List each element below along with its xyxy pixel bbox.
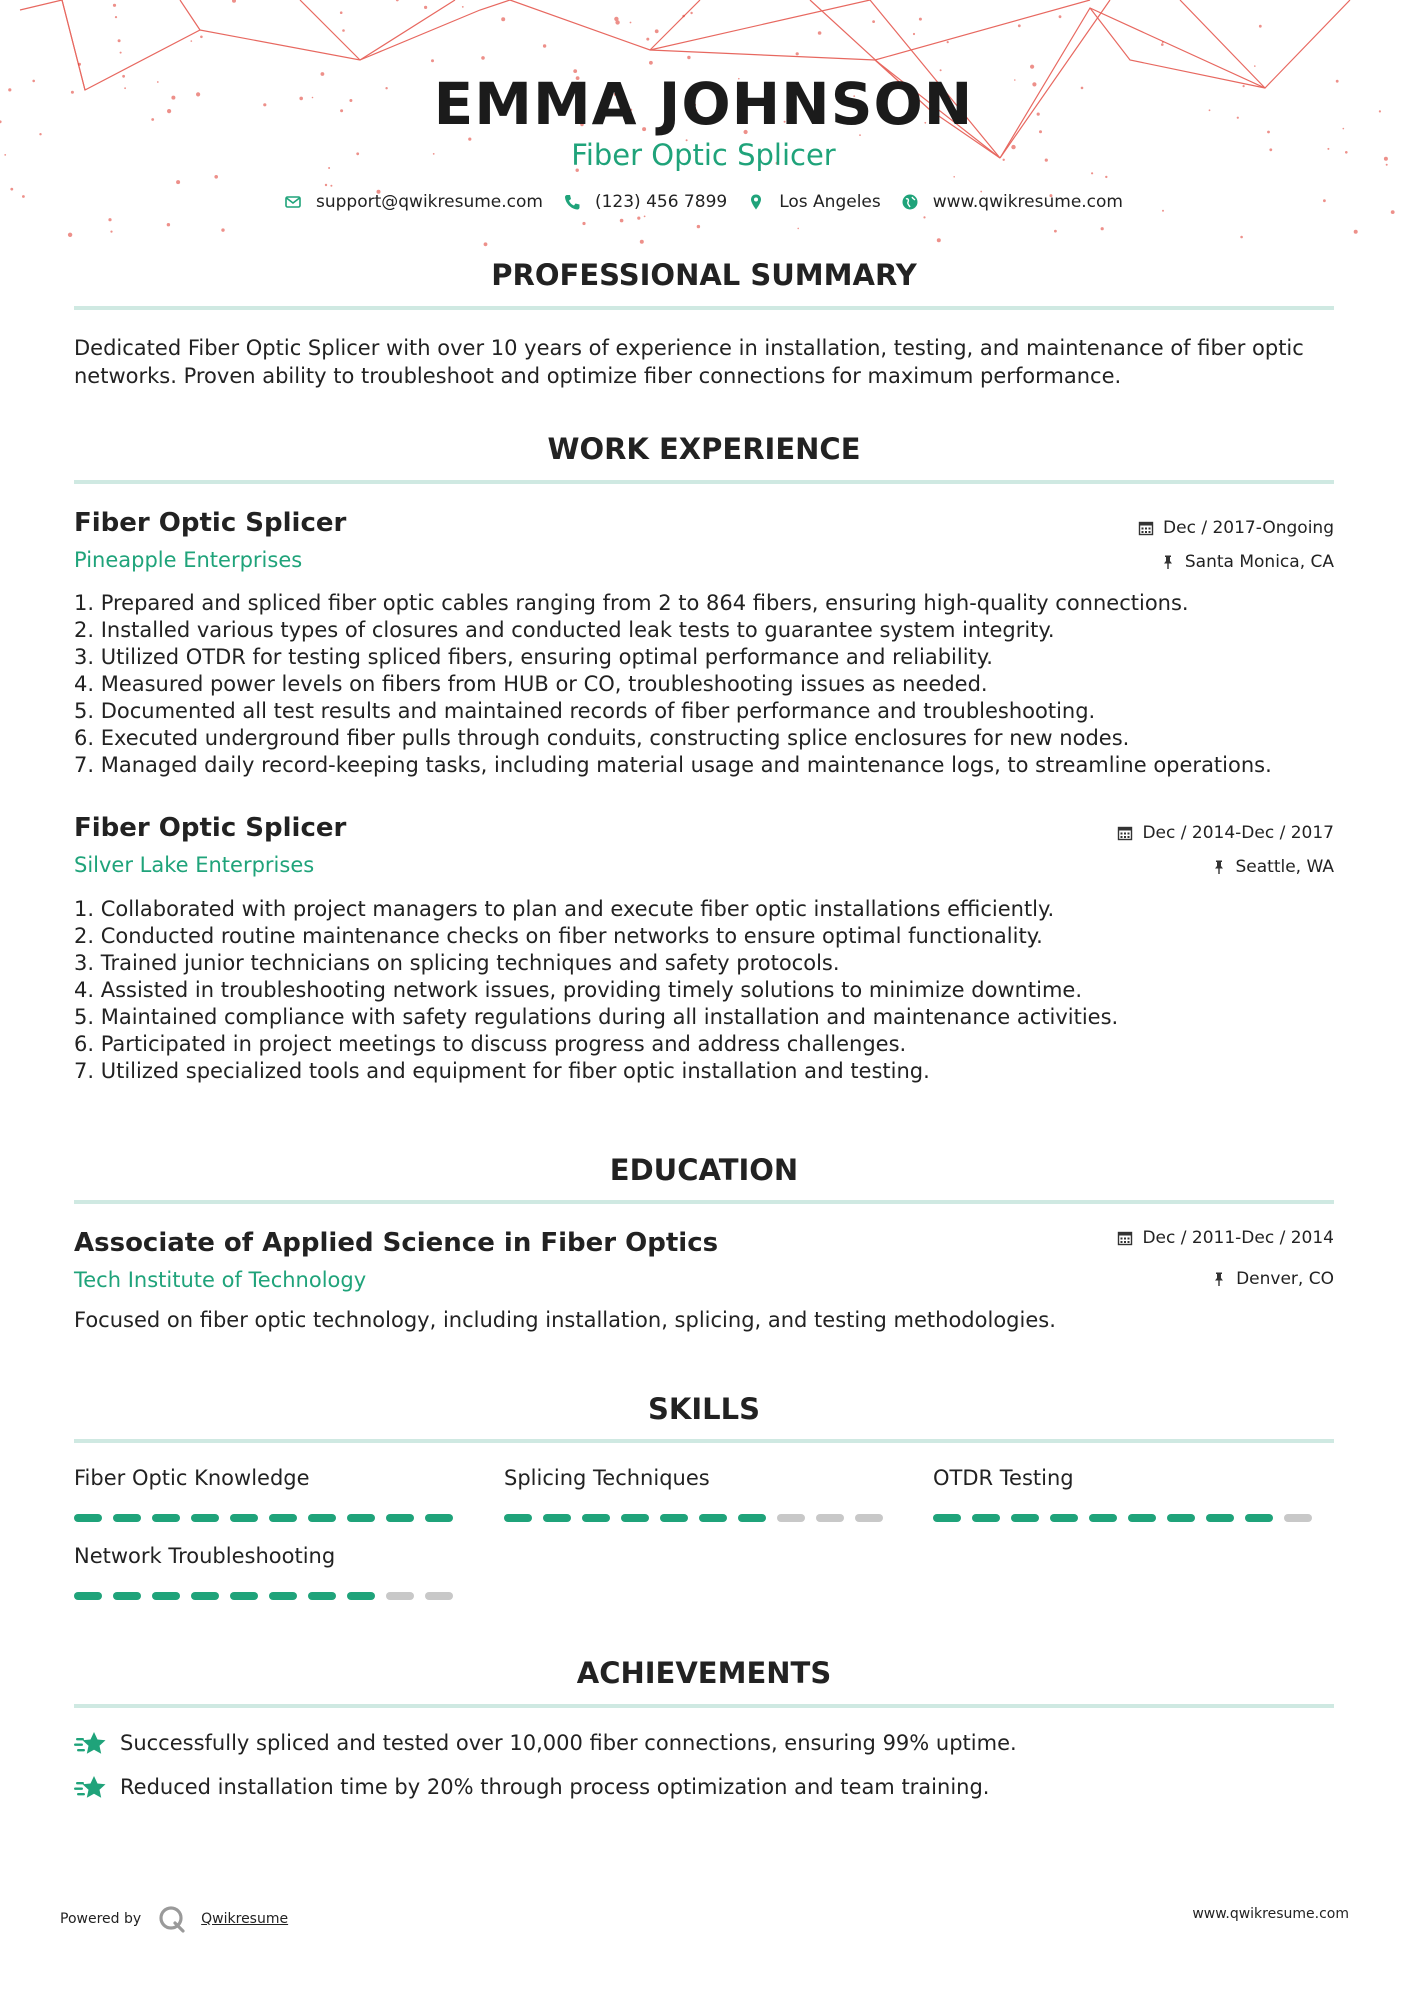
skill-dash-filled [386,1514,414,1522]
achievement-text: Reduced installation time by 20% through process optimization and team training. [120,1775,990,1799]
job-company: Silver Lake Enterprises [74,853,315,877]
list-item: 6. Participated in project meetings to discuss progress and address challenges. [74,1032,907,1056]
skill-dash-filled [152,1514,180,1522]
candidate-name: EMMA JOHNSON [433,70,974,138]
phone-icon [563,193,581,211]
skill-item [74,1466,464,1522]
skill-dash-empty [855,1514,883,1522]
list-item: 5. Maintained compliance with safety regulations during all installation and maintenance activities. [74,1005,1119,1029]
skill-dash-filled [230,1592,258,1600]
skill-dash-filled [425,1514,453,1522]
skill-dash-filled [1089,1514,1117,1522]
skill-dash-filled [308,1592,336,1600]
summary-divider [74,306,1334,310]
skill-name: OTDR Testing [933,1466,1074,1490]
contact-phone[interactable] [563,192,727,212]
skill-dash-filled [1128,1514,1156,1522]
skill-name: Fiber Optic Knowledge [74,1466,310,1490]
contact-website[interactable] [901,192,1123,212]
footer-website[interactable]: www.qwikresume.com [1192,1906,1349,1922]
contact-phone-text: (123) 456 7899 [594,192,728,212]
job-dates-text: Dec / 2014-Dec / 2017 [1142,823,1334,843]
job-location [1160,552,1334,572]
skill-dash-filled [347,1592,375,1600]
skill-dash-empty [1284,1514,1312,1522]
job-title: Fiber Optic Splicer [74,508,347,538]
education-heading: EDUCATION [609,1153,799,1187]
list-item: 1. Collaborated with project managers to plan and execute fiber optic installations efficiently. [74,897,1055,921]
education-location [1211,1269,1334,1289]
skill-dash-filled [1011,1514,1039,1522]
skill-dash-filled [1245,1514,1273,1522]
achievements-divider [74,1704,1334,1708]
list-item: 5. Documented all test results and maintained records of fiber performance and troubleshooting. [74,699,1096,723]
skill-dash-empty [386,1592,414,1600]
footer-powered-by [60,1904,288,1934]
job-bullets [74,896,1118,1085]
skill-dash-filled [152,1592,180,1600]
skill-dash-empty [816,1514,844,1522]
education-dates-text: Dec / 2011-Dec / 2014 [1142,1228,1334,1248]
skills-divider [74,1439,1334,1443]
skill-dash-filled [738,1514,766,1522]
job-dates [1117,823,1334,843]
education-divider [74,1200,1334,1204]
skill-name: Splicing Techniques [504,1466,710,1490]
achievement-text: Successfully spliced and tested over 10,000 fiber connections, ensuring 99% uptime. [120,1731,1017,1755]
contact-bar [0,192,1407,212]
skill-name: Network Troubleshooting [74,1544,336,1568]
job-company: Pineapple Enterprises [74,548,303,572]
skill-dash-filled [933,1514,961,1522]
qwikresume-logo-icon [157,1904,187,1934]
skill-item [74,1544,464,1600]
list-item: 7. Utilized specialized tools and equipment for fiber optic installation and testing. [74,1059,930,1083]
school-name: Tech Institute of Technology [74,1268,367,1292]
contact-email[interactable] [284,192,543,212]
education-location-text: Denver, CO [1236,1269,1334,1289]
list-item: 2. Conducted routine maintenance checks on fiber networks to ensure optimal functionality. [74,924,1043,948]
globe-icon [901,193,919,211]
skill-dash-filled [347,1514,375,1522]
skill-level-bar [74,1592,464,1600]
skill-dash-filled [1167,1514,1195,1522]
calendar-icon [1138,520,1154,536]
skill-dash-filled [230,1514,258,1522]
skill-dash-filled [269,1592,297,1600]
education-dates [1117,1228,1334,1248]
skill-dash-filled [582,1514,610,1522]
contact-location-text: Los Angeles [779,192,881,212]
summary-text: Dedicated Fiber Optic Splicer with over 10 years of experience in installation, testing, and maintenance of fiber optic networks. Proven ability to troubleshoot and optimize fiber connections for maximum performance. [74,336,1304,388]
skill-dash-filled [660,1514,688,1522]
list-item: 1. Prepared and spliced fiber optic cables ranging from 2 to 864 fibers, ensuring high-quality connections. [74,591,1189,615]
pushpin-icon [1211,1271,1227,1287]
skill-dash-filled [113,1592,141,1600]
skill-dash-filled [504,1514,532,1522]
education-description: Focused on fiber optic technology, including installation, splicing, and testing methodologies. [74,1308,1056,1332]
list-item: 7. Managed daily record-keeping tasks, including material usage and maintenance logs, to streamline operations. [74,753,1272,777]
skill-dash-filled [621,1514,649,1522]
list-item: 3. Utilized OTDR for testing spliced fibers, ensuring optimal performance and reliability. [74,645,993,669]
map-marker-icon [747,193,765,211]
pushpin-icon [1160,554,1176,570]
list-item: 4. Measured power levels on fibers from HUB or CO, troubleshooting issues as needed. [74,672,988,696]
skill-level-bar [504,1514,894,1522]
skill-dash-filled [269,1514,297,1522]
degree-title: Associate of Applied Science in Fiber Optics [74,1228,719,1258]
job-dates-text: Dec / 2017-Ongoing [1163,518,1334,538]
achievement-item [74,1772,989,1802]
skill-item [504,1466,894,1522]
skill-dash-filled [191,1514,219,1522]
summary-heading: PROFESSIONAL SUMMARY [491,258,917,292]
contact-website-text: www.qwikresume.com [932,192,1123,212]
qwikresume-link[interactable]: Qwikresume [201,1911,289,1927]
skill-dash-filled [543,1514,571,1522]
skills-heading: SKILLS [648,1392,760,1426]
candidate-role: Fiber Optic Splicer [571,138,836,172]
calendar-icon [1117,825,1133,841]
envelope-icon [284,193,302,211]
job-location-text: Seattle, WA [1235,857,1334,877]
achievement-item [74,1728,1017,1758]
list-item: 4. Assisted in troubleshooting network issues, providing timely solutions to minimize downtime. [74,978,1083,1002]
star-icon [74,1772,108,1802]
skill-dash-filled [972,1514,1000,1522]
achievements-heading: ACHIEVEMENTS [576,1656,832,1690]
skill-dash-empty [777,1514,805,1522]
skill-dash-filled [1050,1514,1078,1522]
skill-dash-filled [74,1592,102,1600]
contact-email-text: support@qwikresume.com [316,192,543,212]
skill-dash-filled [308,1514,336,1522]
skill-item [933,1466,1323,1522]
job-location-text: Santa Monica, CA [1184,552,1334,572]
list-item: 3. Trained junior technicians on splicing techniques and safety protocols. [74,951,840,975]
contact-location [747,192,881,212]
experience-heading: WORK EXPERIENCE [547,432,861,466]
job-location [1211,857,1335,877]
calendar-icon [1117,1230,1133,1246]
skill-dash-filled [1206,1514,1234,1522]
skill-dash-filled [191,1592,219,1600]
job-dates [1138,518,1334,538]
skill-dash-filled [113,1514,141,1522]
list-item: 2. Installed various types of closures and conducted leak tests to guarantee system integrity. [74,618,1055,642]
powered-by-label: Powered by [60,1911,142,1927]
experience-divider [74,480,1334,484]
job-bullets [74,590,1272,779]
job-title: Fiber Optic Splicer [74,813,347,843]
list-item: 6. Executed underground fiber pulls through conduits, constructing splice enclosures for new nodes. [74,726,1130,750]
skill-level-bar [74,1514,464,1522]
pushpin-icon [1211,859,1227,875]
skill-dash-empty [425,1592,453,1600]
skill-dash-filled [74,1514,102,1522]
skill-level-bar [933,1514,1323,1522]
star-icon [74,1728,108,1758]
skill-dash-filled [699,1514,727,1522]
